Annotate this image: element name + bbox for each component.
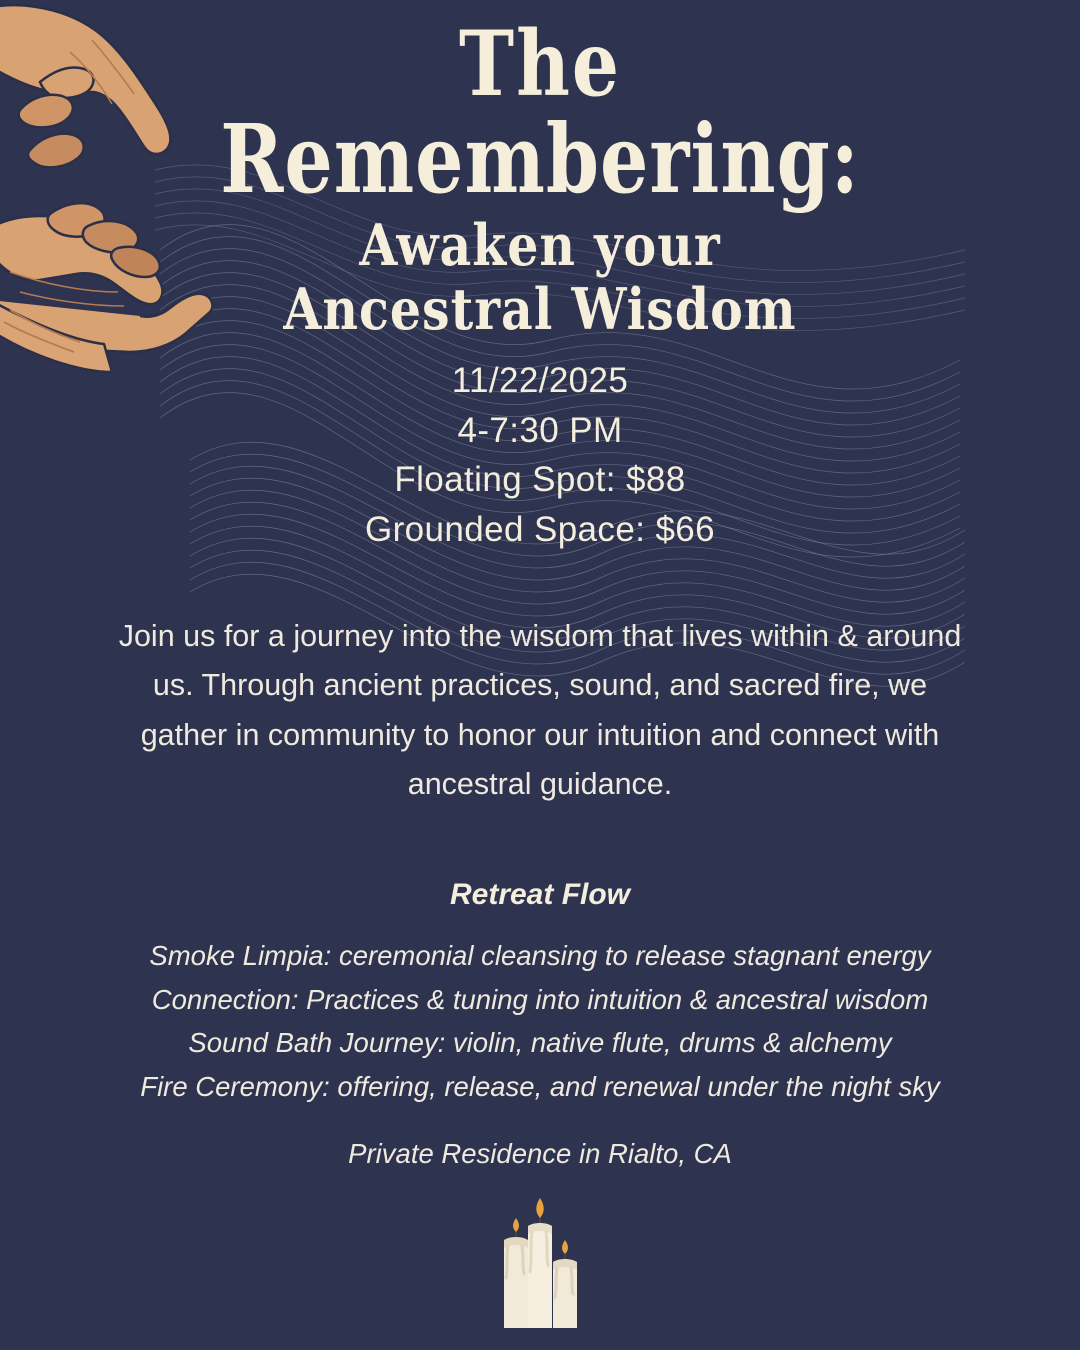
retreat-flow-item: Sound Bath Journey: violin, native flute, drums & alchemy xyxy=(188,1027,892,1059)
event-details xyxy=(0,356,1080,555)
poster-subtitle xyxy=(0,211,1080,343)
title-line-1: The xyxy=(459,12,621,118)
event-description: Join us for a journey into the wisdom that lives within & around us. Through ancient practices, sound, and sacred fire, we gather in community to honor our intuition and connect with ancestral guidance. xyxy=(118,619,962,802)
subtitle-line-2: Ancestral Wisdom xyxy=(283,275,797,343)
price-floating-spot: Floating Spot: $88 xyxy=(394,460,686,500)
title-line-2: Remembering: xyxy=(220,103,860,215)
venue-location: Private Residence in Rialto, CA xyxy=(348,1138,732,1169)
retreat-flow-item: Connection: Practices & tuning into intuition & ancestral wisdom xyxy=(151,983,929,1015)
retreat-flow-heading: Retreat Flow xyxy=(449,878,631,911)
retreat-flow-item: Fire Ceremony: offering, release, and renewal under the night sky xyxy=(140,1071,940,1103)
retreat-flow-item: Smoke Limpia: ceremonial cleansing to release stagnant energy xyxy=(149,940,931,971)
price-grounded-space: Grounded Space: $66 xyxy=(364,510,716,550)
event-time: 4-7:30 PM xyxy=(457,410,623,450)
retreat-flow-section xyxy=(60,878,1020,1109)
event-date: 11/22/2025 xyxy=(451,361,629,400)
subtitle-line-1: Awaken your xyxy=(359,211,721,279)
candles-icon xyxy=(470,1186,610,1336)
poster-title-block xyxy=(0,12,1080,343)
